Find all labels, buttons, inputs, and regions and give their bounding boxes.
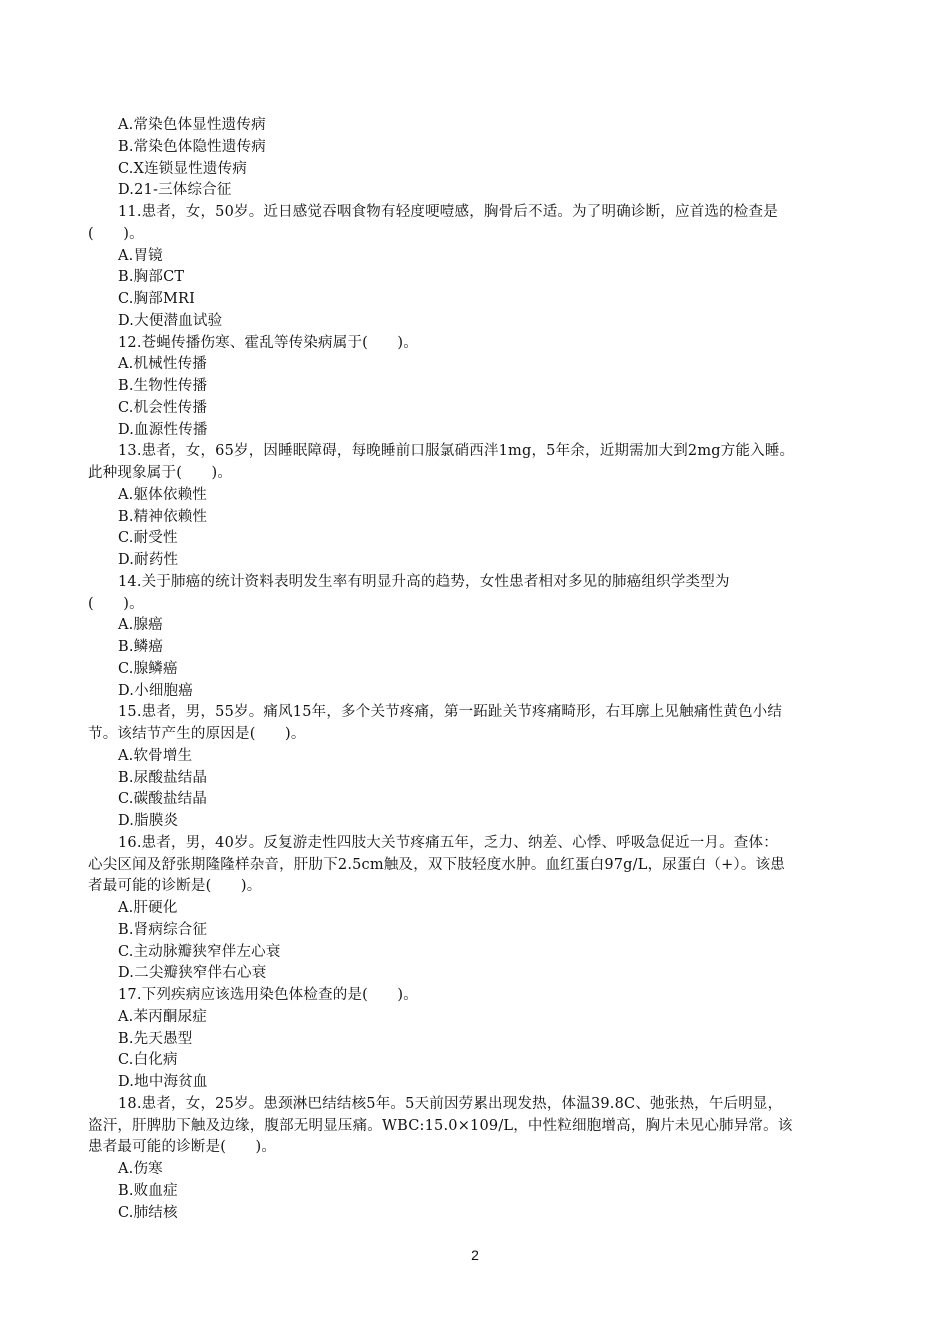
- option-a: A.躯体依赖性: [118, 486, 207, 503]
- question-11: [88, 202, 868, 333]
- page-content: [88, 115, 868, 1224]
- option-a: A.常染色体显性遗传病: [118, 117, 266, 133]
- option-a: A.胃镜: [118, 247, 163, 264]
- option-b: B.胸部CT: [118, 269, 185, 286]
- option-c: C.胸部MRI: [118, 291, 196, 307]
- question-stem-line: 12.苍蝇传播伤寒、霍乱等传染病属于( )。: [118, 334, 418, 351]
- option-d: D.大便潜血试验: [118, 312, 223, 329]
- option-b: B.败血症: [118, 1182, 178, 1199]
- option-d: D.地中海贫血: [118, 1074, 208, 1090]
- option-b: B.鳞癌: [118, 639, 164, 655]
- option-c: C.白化病: [118, 1052, 178, 1069]
- question-stem-line: 节。该结节产生的原因是( )。: [88, 726, 306, 742]
- option-c: C.腺鳞癌: [118, 660, 178, 677]
- question-stem-line: 心尖区闻及舒张期隆隆样杂音，肝肋下2.5cm触及，双下肢轻度水肿。血红蛋白97g/L，尿蛋白（+）。该患: [88, 856, 785, 873]
- option-a: A.腺癌: [118, 617, 163, 634]
- option-c: C.机会性传播: [118, 399, 208, 416]
- option-d: D.二尖瓣狭窄伴右心衰: [118, 965, 267, 982]
- option-b: B.常染色体隐性遗传病: [118, 138, 266, 155]
- option-a: A.苯丙酮尿症: [118, 1008, 207, 1025]
- question-stem-line: 15.患者，男，55岁。痛风15年，多个关节疼痛，第一跖趾关节疼痛畸形，右耳廓上见触痛性黄色小结: [118, 704, 783, 721]
- option-d: D.小细胞癌: [118, 682, 193, 699]
- option-d: D.21-三体综合征: [118, 182, 232, 199]
- option-b: B.尿酸盐结晶: [118, 769, 208, 786]
- question-16: [88, 833, 868, 985]
- question-18: [88, 1094, 868, 1225]
- question-stem-line: 11.患者，女，50岁。近日感觉吞咽食物有轻度哽噎感，胸骨后不适。为了明确诊断，应首选的检查是: [118, 204, 778, 220]
- option-c: C.X连锁显性遗传病: [118, 160, 248, 177]
- question-stem-line: 此种现象属于( )。: [88, 465, 233, 481]
- option-c: C.肺结核: [118, 1204, 178, 1221]
- question-stem-line: 者最可能的诊断是( )。: [88, 878, 262, 895]
- question-14: [88, 572, 868, 703]
- option-b: B.精神依赖性: [118, 508, 208, 525]
- question-stem-line: 13.患者，女，65岁，因睡眠障碍，每晚睡前口服氯硝西泮1mg，5年余，近期需加大到2mg方能入睡。: [118, 443, 795, 460]
- option-d: D.血源性传播: [118, 421, 208, 438]
- option-a: A.肝硬化: [118, 900, 178, 916]
- question-13: [88, 441, 868, 572]
- question-stem-line: ( )。: [88, 595, 144, 612]
- option-b: B.先天愚型: [118, 1030, 193, 1047]
- option-a: A.伤寒: [118, 1161, 163, 1177]
- question-15: [88, 702, 868, 833]
- option-c: C.主动脉瓣狭窄伴左心衰: [118, 943, 281, 960]
- option-b: B.肾病综合征: [118, 921, 208, 938]
- option-c: C.碳酸盐结晶: [118, 791, 208, 808]
- question-stem-line: ( )。: [88, 225, 144, 242]
- question-stem-line: 16.患者，男，40岁。反复游走性四肢大关节疼痛五年，乏力、纳差、心悸、呼吸急促近一月。查体：: [118, 834, 778, 851]
- question-stem-line: 14.关于肺癌的统计资料表明发生率有明显升高的趋势，女性患者相对多见的肺癌组织学类型为: [118, 573, 730, 590]
- question-stem-line: 盗汗，肝脾肋下触及边缘，腹部无明显压痛。WBC:15.0×109/L，中性粒细胞增高，胸片未见心肺异常。该: [88, 1117, 793, 1134]
- option-a: A.机械性传播: [118, 356, 207, 373]
- question-stem-line: 患者最可能的诊断是( )。: [88, 1139, 277, 1156]
- option-b: B.生物性传播: [118, 378, 208, 394]
- option-d: D.脂膜炎: [118, 813, 179, 829]
- question-stem-line: 18.患者，女，25岁。患颈淋巴结结核5年。5天前因劳累出现发热，体温39.8C、弛张热，午后明显，: [118, 1095, 783, 1112]
- question-12: [88, 333, 868, 442]
- question-17: [88, 985, 868, 1094]
- question-stem-line: 17.下列疾病应该选用染色体检查的是( )。: [118, 987, 418, 1003]
- option-c: C.耐受性: [118, 530, 178, 547]
- page-number: 2: [471, 1247, 479, 1263]
- option-a: A.软骨增生: [118, 747, 193, 764]
- option-d: D.耐药性: [118, 552, 179, 568]
- question-10: [88, 115, 868, 202]
